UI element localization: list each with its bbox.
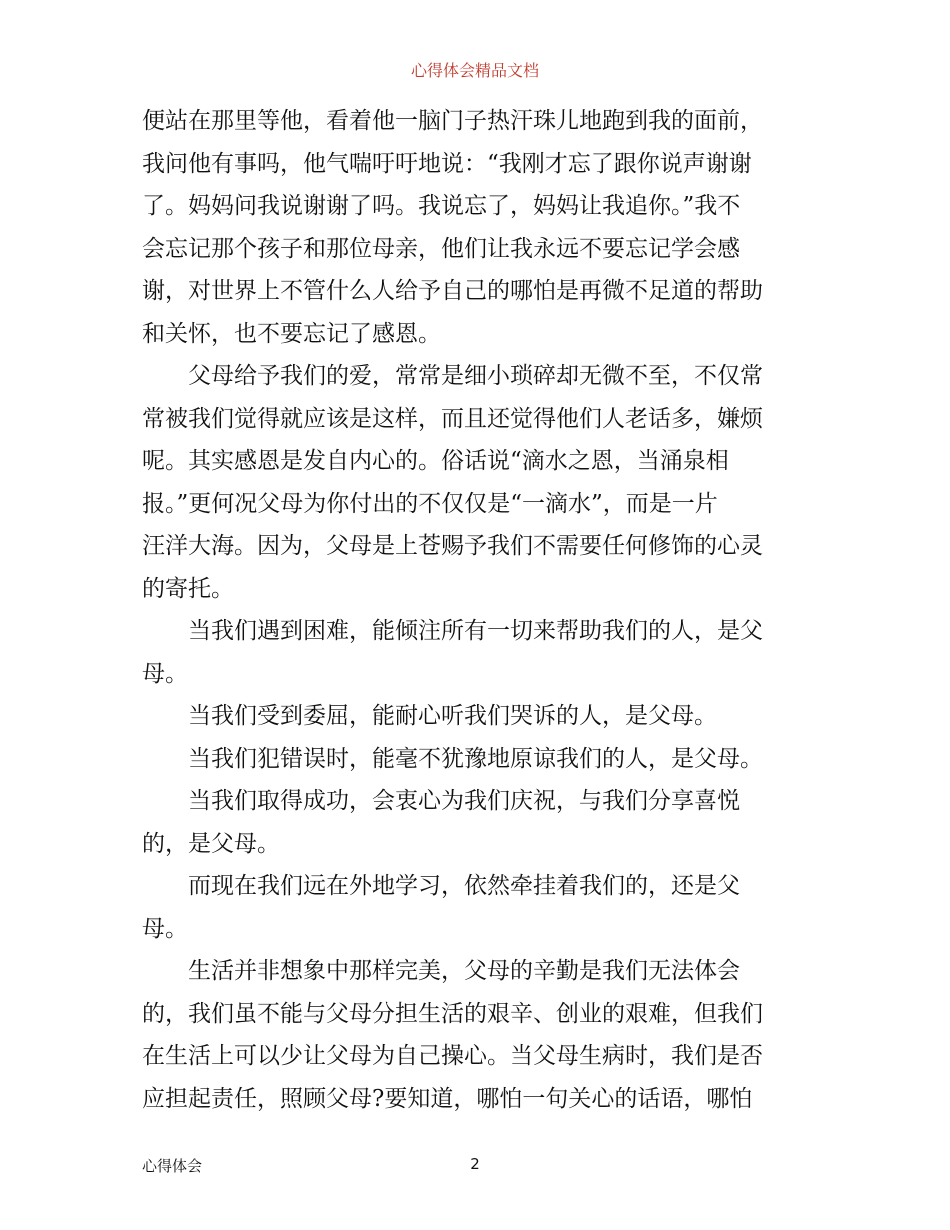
text-line: 在生活上可以少让父母为自己操心。当父母生病时，我们是否 — [142, 1043, 763, 1069]
text-line: 母。 — [142, 915, 188, 942]
page-header-title: 心得体会精品文档 — [410, 61, 539, 80]
text-line: 的，是父母。 — [142, 830, 280, 857]
text-line: 父母给予我们的爱，常常是细小琐碎却无微不至，不仅常 — [142, 363, 763, 389]
text-line: 我问他有事吗，他气喘吁吁地说：“我刚才忘了跟你说声谢谢 — [142, 150, 752, 177]
text-line: 当我们犯错误时，能毫不犹豫地原谅我们的人，是父母。 — [142, 745, 763, 772]
text-line: 应担起责任，照顾父母?要知道，哪怕一句关心的话语，哪怕 — [142, 1085, 753, 1112]
text-line: 当我们受到委屈，能耐心听我们哭诉的人，是父母。 — [142, 703, 717, 729]
text-line: 当我们取得成功，会衷心为我们庆祝，与我们分享喜悦 — [142, 788, 740, 814]
text-line: 便站在那里等他，看着他一脑门子热汗珠儿地跑到我的面前， — [142, 108, 763, 134]
text-line: 汪洋大海。因为，父母是上苍赐予我们不需要任何修饰的心灵 — [142, 533, 763, 559]
text-line: 的寄托。 — [142, 575, 234, 602]
footer-label: 心得体会 — [142, 1157, 203, 1175]
text-line: 的，我们虽不能与父母分担生活的艰辛、创业的艰难，但我们 — [142, 1000, 763, 1027]
text-line: 母。 — [142, 660, 188, 687]
text-line: 报。”更何况父母为你付出的不仅仅是“一滴水”，而是一片 — [142, 490, 718, 517]
text-line: 当我们遇到困难，能倾注所有一切来帮助我们的人，是父 — [142, 618, 763, 644]
text-line: 而现在我们远在外地学习，依然牵挂着我们的，还是父 — [142, 873, 740, 899]
text-line: 会忘记那个孩子和那位母亲，他们让我永远不要忘记学会感 — [142, 235, 740, 262]
text-line: 了。妈妈问我说谢谢了吗。我说忘了，妈妈让我追你。”我不 — [142, 193, 741, 219]
text-line: 生活并非想象中那样完美，父母的辛勤是我们无法体会 — [142, 958, 740, 984]
document-body — [142, 100, 818, 1120]
text-line: 常被我们觉得就应该是这样，而且还觉得他们人老话多，嫌烦 — [142, 405, 763, 432]
text-line: 和关怀，也不要忘记了感恩。 — [142, 320, 441, 347]
text-line: 谢，对世界上不管什么人给予自己的哪怕是再微不足道的帮助 — [142, 278, 763, 304]
text-line: 呢。其实感恩是发自内心的。俗话说“滴水之恩，当涌泉相 — [142, 448, 729, 474]
page-number: 2 — [470, 1155, 480, 1173]
